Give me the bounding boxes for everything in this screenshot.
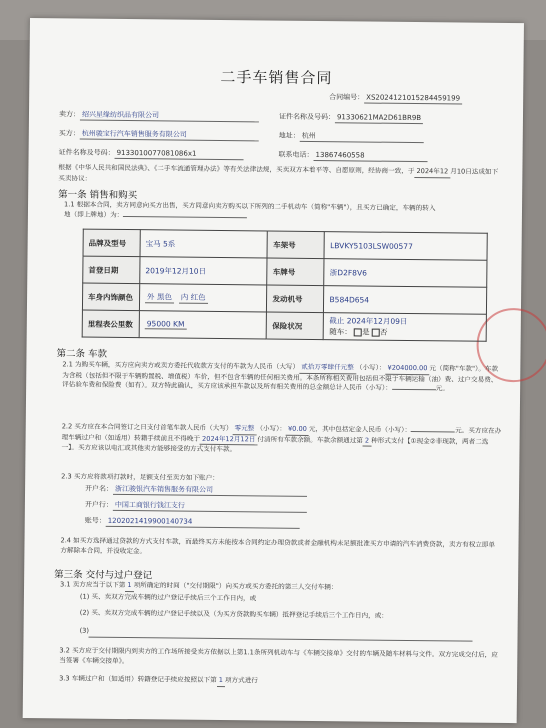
buyer-address: 地址： 杭州 [279,132,424,144]
color-label: 车身内饰颜色 [82,283,139,311]
vin-label: 车架号 [267,231,324,259]
document-title: 二手车销售合同 [220,67,333,88]
brand-value: 宝马 5系 [140,230,268,258]
seller-row: 卖方： 绍兴星缘纺织品有限公司 [59,110,259,122]
clause-3-3: 3.3 车辆过户和（如适用）转籍登记手续应按照以下第 1 项方式进行 [59,674,499,689]
insurance-value: 截止 2024年12月09日 随车： 是 否 [324,313,487,342]
plate-label: 车牌号 [267,258,324,286]
clause-3-1: 3.1 卖方应当于以下第 1 项所确定的时间（"交付期限"）向买方或买方委托的第三人交付车辆： [60,580,338,592]
first-reg-label: 首登日期 [83,256,140,284]
insurance-label: 保险状况 [267,312,324,340]
clause-2-1: 2.1 为购买车辆，买方应向卖方或卖方委托代收款方支付的车款为人民币（大写） 贰拾万零肆仟元整 （小写）： ¥204000.00 元（简称"车款"）。车款为含税（包括但不限于车辆购置税、增值税）车价，但不包含车辆的任何相关费用。本条所称相关费用包括但不限于车辆运输（油）费、过户交易费、评估验车费和保险费（如有）。双方特此确认，买方应该承担车款以及所有相关费用的总金额总计人民币（小写）： 元。 [62,360,499,393]
clause-3-2: 3.2 买方应于交付期限内到卖方的工作场所接受卖方依据以上第1.1条所列机动车与《车辆交接单》交付的车辆及随车材料与文件。双方完成交付后，应当签署《车辆交接单》。 [59,646,498,665]
plate-value: 浙D2F8V6 [324,259,487,288]
engine-label: 发动机号 [267,285,324,313]
section-2-heading: 第二条 车款 [56,348,108,360]
mileage-label: 里程表公里数 [82,310,139,338]
clause-3-1-option-3: (3) [80,627,500,642]
buyer-row: 买方： 杭州骏宝行汽车销售服务有限公司 [59,129,259,141]
clause-3-1-option-2: (2) 买、卖双方完成车辆的过户登记手续以及（为买方贷款购买车辆）抵押登记手续后三个工作日内，或： [79,608,388,620]
clause-2-2: 2.2 买方应在本合同签订之日支付首笔车款人民币（大写） 零元整 （小写）： ¥0.00 元，其中包括定金人民币（小写）： 元。买方应在办理车辆过户和（如适用）转籍手续前且不得晚于 2024年12月12日 付清所有车款余额。车款余额通过第 2 种形式支付【①现金②非现款，两者二选一】。买方应该以电汇或其他卖方能够接受的方式支付车款。 [61,422,502,454]
clause-2-3: 2.3 买方应将款项打款时，足额支付至卖方如下账户： [61,472,219,483]
section-3-heading: 第三条 交付与过户登记 [54,569,153,582]
buyer-phone: 联系电话： 13867460558 [279,151,428,163]
preamble: 根据《中华人民共和国民法典》、《二手车流通管理办法》等有关法律法规，买卖双方本着平等、自愿原则，经协商一致，于 2024年12 月10日达成如下买卖协议： [58,163,499,183]
clause-3-1-option-1: (1) 买、卖双方完成车辆的过户登记手续后三个工作日内，或 [79,592,257,603]
section-1-heading: 第一条 销售和购买 [58,189,138,202]
account-bank: 开户行： 中国工商银行钱江支行 [85,501,307,513]
vehicle-info-table [82,229,488,342]
vin-value: LBVKY5103LSW00577 [324,232,487,261]
account-number: 账号： 1202021419900140734 [85,517,300,529]
engine-value: B584D654 [324,286,487,315]
first-reg-value: 2019年12月10日 [140,257,268,285]
color-value: 外 黑色 内 红色 [139,284,267,312]
contract-page [23,18,524,723]
brand-label: 品牌及型号 [83,229,140,257]
mileage-value: 95000 KM [139,311,267,339]
clause-2-4: 2.4 如买方选择通过贷款的方式支付车款，而最终买方未能按本合同约定办理贷款或者金融机构未足额批准买方申请的汽车消费贷款，卖方有权立即单方解除本合同，并没收定金。 [60,536,496,555]
contract-number: 合同编号： XS20241210152844​59199 [329,93,462,104]
clause-1-1: 1.1 根据本合同，卖方同意向买方出售，买方同意向卖方购买以下所列的二手机动车（简称"车辆"），且买方已确定，车辆的转入 地（即上牌地）为： [63,200,436,219]
buyer-id: 证件名称及号码： 913301007708​1086x1 [59,148,244,160]
seller-id: 证件名称及号码： 91330621MA2D61BR9B [279,113,423,125]
account-name: 开户名： 浙江骏银汽车销售服务有限公司 [85,485,307,497]
